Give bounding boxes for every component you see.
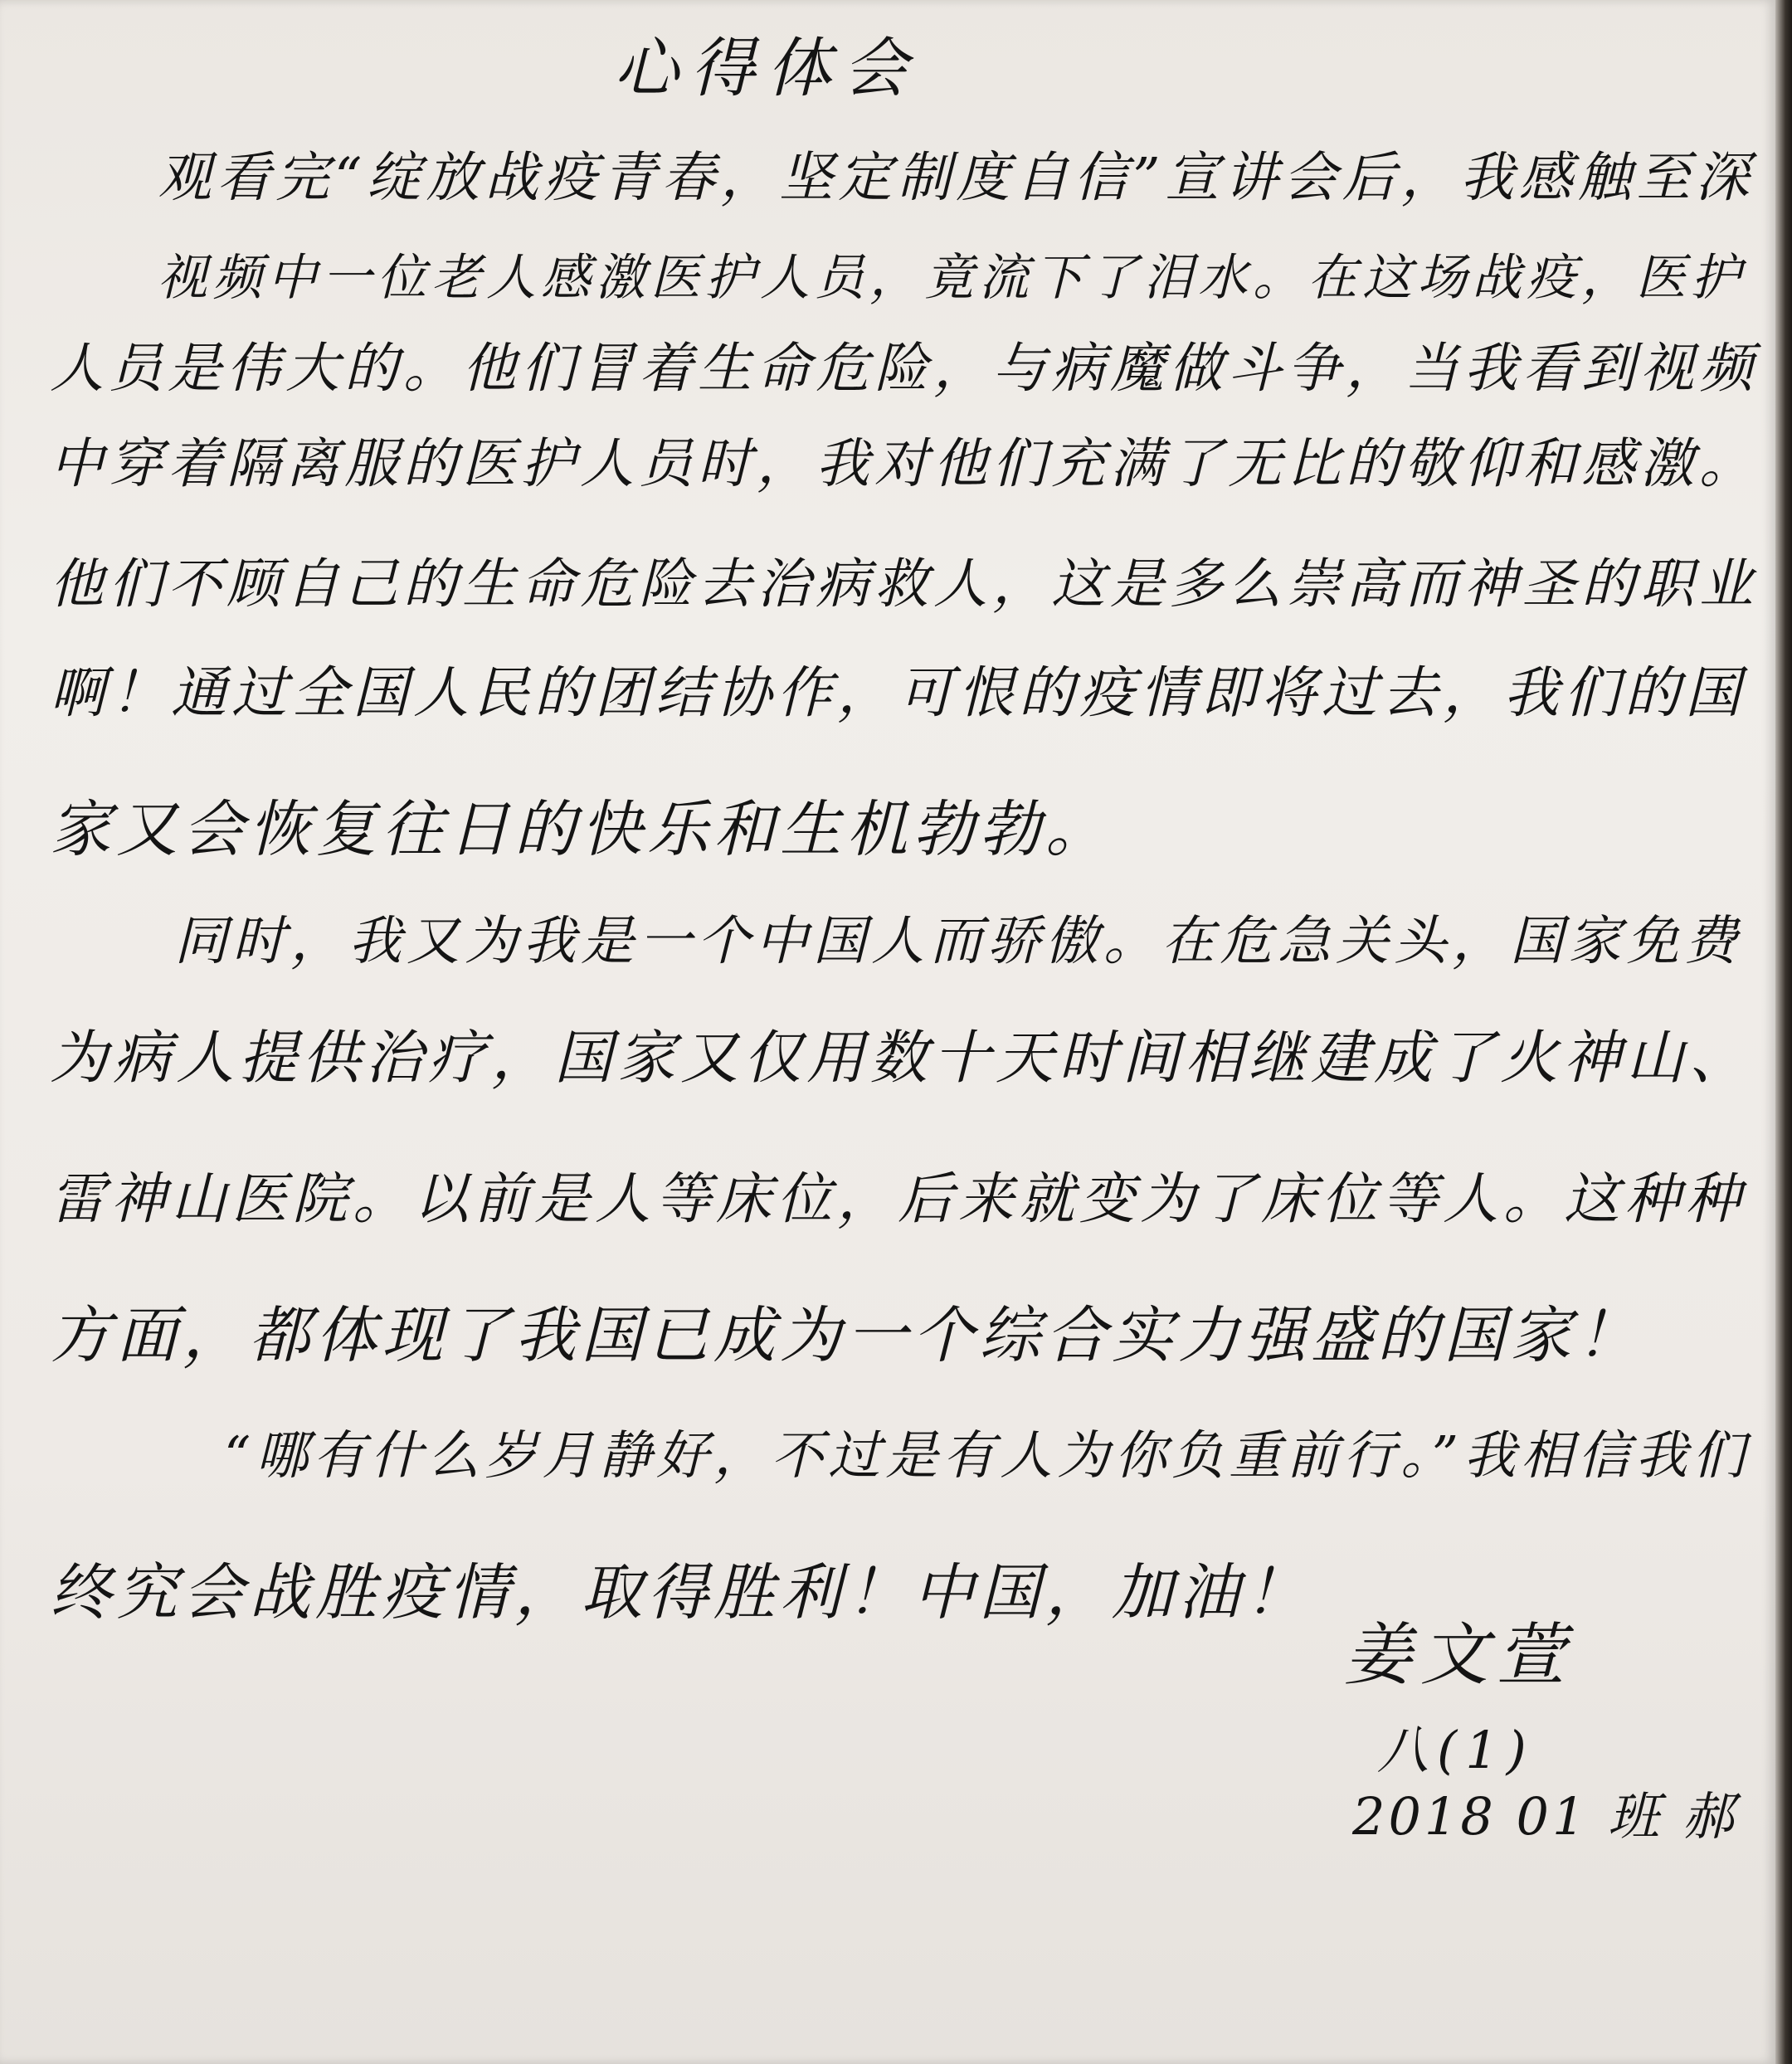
text-line-9: 为病人提供治疗，国家又仅用数十天时间相继建成了火神山、 [50,1024,1752,1092]
text-line-3: 人员是伟大的。他们冒着生命危险，与病魔做斗争，当我看到视频 [50,338,1759,400]
page-edge-shadow [1775,0,1792,2064]
text-line-12: “哪有什么岁月静好，不过是有人为你负重前行。”我相信我们 [224,1425,1750,1486]
text-line-13: 终究会战胜疫情，取得胜利！中国，加油！ [50,1557,1311,1628]
text-line-11: 方面，都体现了我国已成为一个综合实力强盛的国家！ [50,1300,1643,1371]
text-line-2: 视频中一位老人感激医护人员，竟流下了泪水。在这场战疫，医护 [158,249,1746,307]
text-line-5: 他们不顾自己的生命危险去治病救人，这是多么崇高而神圣的职业 [50,553,1759,616]
text-line-4: 中穿着隔离服的医护人员时，我对他们充满了无比的敬仰和感激。 [50,433,1759,495]
document-title: 心得体会 [614,32,920,106]
signature-name: 姜文萱 [1344,1616,1573,1695]
text-line-8: 同时，我又为我是一个中国人而骄傲。在危急关头，国家免费 [174,911,1742,972]
signature-date: 2018 01 班 郝 [1352,1786,1737,1847]
text-line-7: 家又会恢复往日的快乐和生机勃勃。 [50,794,1112,865]
text-line-10: 雷神山医院。以前是人等床位，后来就变为了床位等人。这种种 [50,1166,1746,1231]
signature-class: 八(1) [1377,1720,1535,1780]
text-line-6: 啊！通过全国人民的团结协作，可恨的疫情即将过去，我们的国 [50,660,1746,725]
text-line-1: 观看完“绽放战疫青春，坚定制度自信”宣讲会后，我感触至深 [158,147,1755,209]
